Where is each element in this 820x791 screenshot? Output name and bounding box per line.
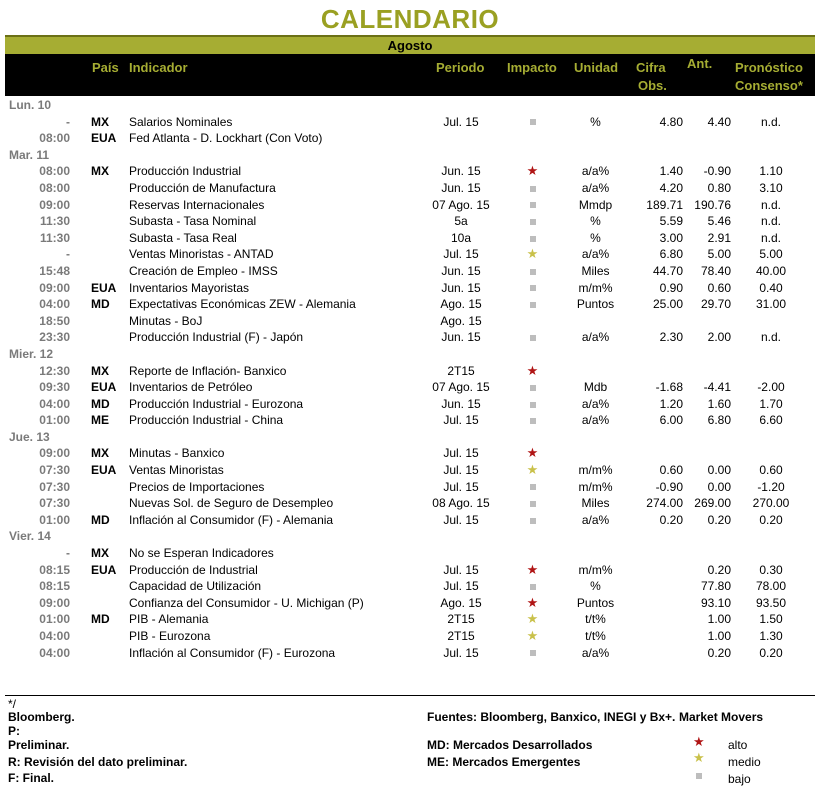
col-header-unidad: Unidad — [574, 60, 619, 75]
row-period: Jul. 15 — [443, 562, 479, 577]
row-time: 08:00 — [39, 180, 70, 195]
day-header — [5, 97, 815, 114]
row-indicator: Subasta - Tasa Real — [129, 230, 237, 245]
row-unit: Mdb — [583, 380, 608, 395]
row-forecast: 1.50 — [759, 612, 783, 627]
row-time: - — [66, 247, 70, 262]
day-label: Mier. 12 — [9, 346, 54, 361]
table-row — [5, 313, 815, 330]
impact-medium-star-icon: ★ — [526, 628, 539, 643]
row-unit: m/m% — [578, 463, 613, 478]
row-period: Jun. 15 — [441, 396, 481, 411]
table-row — [5, 396, 815, 413]
row-previous: 190.76 — [694, 197, 731, 212]
row-time: - — [66, 546, 70, 561]
row-forecast: 1.10 — [759, 164, 783, 179]
row-period: Jul. 15 — [443, 413, 479, 428]
row-unit: % — [590, 114, 601, 129]
col-header-obs: Obs. — [638, 78, 667, 93]
row-time: 09:30 — [39, 380, 70, 395]
footnote-r: R: Revisión del dato preliminar. — [8, 755, 188, 769]
row-forecast: 78.00 — [755, 579, 787, 594]
row-indicator: PIB - Eurozona — [129, 629, 211, 643]
row-indicator: Capacidad de Utilización — [129, 579, 262, 594]
row-period: 2T15 — [447, 363, 475, 378]
impact-low-square-icon — [505, 114, 560, 131]
legend-square-icon — [696, 773, 702, 779]
impact-high-star-icon: ★ — [526, 445, 539, 461]
row-observed: 189.71 — [646, 197, 683, 212]
row-time: 01:00 — [39, 612, 70, 627]
row-country: MD — [91, 612, 110, 627]
day-label: Lun. 10 — [9, 98, 52, 112]
impact-low-square-icon — [505, 329, 560, 346]
row-time: 11:30 — [39, 214, 70, 229]
row-time: 01:00 — [39, 413, 70, 428]
row-observed: 6.80 — [659, 247, 683, 262]
row-forecast: n.d. — [760, 197, 781, 212]
impact-medium-star-icon: ★ — [526, 462, 539, 478]
table-header — [5, 54, 815, 96]
table-row — [5, 246, 815, 263]
row-previous: 0.80 — [707, 180, 731, 195]
row-country: ME — [91, 413, 109, 428]
row-period: Jul. 15 — [443, 512, 479, 527]
row-unit: a/a% — [581, 247, 610, 262]
row-previous: 0.20 — [707, 645, 731, 660]
table-row — [5, 628, 815, 645]
row-indicator: Expectativas Económicas ZEW - Alemania — [129, 297, 356, 312]
calendar-table — [5, 97, 815, 661]
row-period: Jun. 15 — [441, 164, 481, 179]
row-forecast: 31.00 — [755, 297, 787, 312]
row-indicator: Inflación al Consumidor (F) - Alemania — [129, 512, 334, 527]
row-time: 08:15 — [39, 562, 70, 577]
row-indicator: Minutas - BoJ — [129, 313, 203, 328]
row-time: 04:00 — [39, 629, 70, 643]
footnote-bloomberg: Bloomberg. — [8, 710, 75, 724]
row-indicator: Inflación al Consumidor (F) - Eurozona — [129, 645, 336, 660]
impact-low-square-icon — [505, 296, 560, 313]
row-unit: % — [590, 214, 601, 229]
row-time: 07:30 — [39, 496, 70, 511]
row-time: 07:30 — [39, 463, 70, 478]
row-forecast: 6.60 — [759, 413, 783, 428]
legend-star-yellow-icon: ★ — [693, 750, 705, 765]
row-forecast: 0.40 — [759, 280, 783, 295]
table-row — [5, 280, 815, 297]
row-period: Jul. 15 — [443, 247, 479, 262]
impact-low-square-icon — [505, 578, 560, 595]
row-indicator: No se Esperan Indicadores — [129, 546, 274, 561]
row-period: Jun. 15 — [441, 180, 481, 195]
row-observed: 44.70 — [652, 263, 683, 278]
row-time: 12:30 — [39, 363, 70, 378]
row-observed: 2.30 — [659, 330, 683, 345]
row-previous: 0.20 — [707, 512, 731, 527]
row-observed: 5.59 — [659, 214, 683, 229]
row-forecast: 1.70 — [759, 396, 783, 411]
col-header-ant: Ant. — [687, 56, 713, 71]
row-previous: -4.41 — [703, 380, 731, 395]
row-period: Jun. 15 — [441, 280, 481, 295]
row-time: 15:48 — [39, 263, 70, 278]
row-country: MD — [91, 297, 110, 312]
row-period: Jul. 15 — [443, 479, 479, 494]
row-previous: 1.00 — [707, 629, 731, 643]
row-indicator: Producción Industrial (F) - Japón — [129, 330, 304, 345]
row-previous: 5.00 — [707, 247, 731, 262]
row-indicator: Subasta - Tasa Nominal — [129, 214, 257, 229]
row-previous: 269.00 — [694, 496, 731, 511]
row-indicator: Minutas - Banxico — [129, 446, 225, 461]
day-label: Jue. 13 — [9, 429, 50, 444]
table-row — [5, 130, 815, 147]
row-period: 07 Ago. 15 — [432, 380, 490, 395]
row-period: 08 Ago. 15 — [432, 496, 490, 511]
row-country: MX — [91, 363, 109, 378]
impact-low-square-icon — [505, 180, 560, 197]
row-observed: 0.20 — [659, 512, 683, 527]
legend-alto: alto — [728, 738, 748, 752]
table-row — [5, 611, 815, 628]
row-forecast: 93.50 — [755, 595, 787, 610]
row-country: MD — [91, 512, 110, 527]
table-row — [5, 213, 815, 230]
row-country: MX — [91, 446, 109, 461]
row-previous: 5.46 — [707, 214, 731, 229]
row-period: Jul. 15 — [443, 114, 479, 129]
row-forecast: -2.00 — [757, 380, 785, 395]
row-previous: 2.91 — [707, 230, 731, 245]
table-row — [5, 545, 815, 562]
row-period: Ago. 15 — [440, 595, 482, 610]
row-forecast: 0.60 — [759, 463, 783, 478]
impact-low-square-icon — [505, 412, 560, 429]
sources-text: Fuentes: Bloomberg, Banxico, INEGI y Bx+. — [427, 710, 676, 724]
row-indicator: Reservas Internacionales — [129, 197, 265, 212]
row-time: 23:30 — [39, 330, 70, 345]
table-row — [5, 379, 815, 396]
impact-low-square-icon — [505, 379, 560, 396]
row-observed: 4.20 — [659, 180, 683, 195]
row-period: Ago. 15 — [440, 297, 482, 312]
row-time: 01:00 — [39, 512, 70, 527]
row-unit: a/a% — [581, 164, 610, 179]
table-row — [5, 512, 815, 529]
table-row — [5, 296, 815, 313]
row-indicator: Producción Industrial - China — [129, 413, 284, 428]
col-header-consenso: Consenso* — [735, 78, 803, 93]
row-unit: m/m% — [578, 280, 613, 295]
row-period: Jul. 15 — [443, 446, 479, 461]
row-observed: 274.00 — [646, 496, 683, 511]
row-time: 09:00 — [39, 197, 70, 212]
day-header — [5, 346, 815, 363]
row-observed: 1.20 — [659, 396, 683, 411]
row-unit: m/m% — [578, 562, 613, 577]
footnote-preliminar: Preliminar. — [8, 738, 70, 752]
impact-high-star-icon: ★ — [526, 362, 539, 378]
row-time: 08:15 — [39, 579, 70, 594]
row-forecast: 270.00 — [752, 496, 790, 511]
impact-low-square-icon — [505, 213, 560, 230]
row-forecast: n.d. — [760, 330, 781, 345]
row-previous: 77.80 — [700, 579, 731, 594]
row-unit: a/a% — [581, 396, 610, 411]
table-row — [5, 595, 815, 612]
impact-low-square-icon — [505, 280, 560, 297]
row-indicator: Producción Industrial — [129, 164, 242, 179]
table-row — [5, 645, 815, 662]
row-unit: t/t% — [585, 629, 606, 643]
footer-divider — [5, 695, 815, 696]
impact-high-star-icon: ★ — [526, 561, 539, 577]
row-forecast: n.d. — [760, 230, 781, 245]
row-unit: m/m% — [578, 479, 613, 494]
md-legend: MD: Mercados Desarrollados — [427, 738, 593, 752]
row-previous: 0.20 — [707, 562, 731, 577]
row-period: 2T15 — [447, 629, 475, 643]
row-forecast: 0.20 — [759, 512, 783, 527]
row-time: 04:00 — [39, 645, 70, 660]
col-header-pais: País — [92, 60, 119, 75]
row-time: 11:30 — [39, 230, 70, 245]
row-period: 10a — [450, 230, 472, 245]
row-observed: 0.90 — [659, 280, 683, 295]
row-country: EUA — [91, 380, 117, 395]
row-unit: % — [590, 579, 601, 594]
table-row — [5, 197, 815, 214]
row-period: Jul. 15 — [443, 463, 479, 478]
table-row — [5, 562, 815, 579]
footnote-p: P: — [8, 724, 20, 738]
row-observed: 6.00 — [659, 413, 683, 428]
col-header-periodo: Periodo — [436, 60, 485, 75]
col-header-indicador: Indicador — [129, 60, 188, 75]
row-forecast: n.d. — [760, 114, 781, 129]
row-previous: 2.00 — [707, 330, 731, 345]
row-forecast: -1.20 — [757, 479, 785, 494]
page-title: CALENDARIO — [320, 4, 500, 34]
row-time: 04:00 — [39, 396, 70, 411]
row-period: Jun. 15 — [441, 330, 481, 345]
impact-high-star-icon: ★ — [526, 163, 539, 179]
row-previous: 78.40 — [700, 263, 731, 278]
row-period: 07 Ago. 15 — [432, 197, 490, 212]
row-period: 5a — [454, 214, 468, 229]
row-unit: t/t% — [585, 612, 606, 627]
impact-medium-star-icon: ★ — [526, 611, 539, 627]
table-row — [5, 114, 815, 131]
impact-low-square-icon — [505, 197, 560, 214]
day-label: Vier. 14 — [9, 529, 51, 544]
row-time: 04:00 — [39, 297, 70, 312]
me-legend: ME: Mercados Emergentes — [427, 755, 581, 769]
row-unit: Miles — [581, 263, 610, 278]
row-time: - — [66, 114, 70, 129]
row-previous: 0.00 — [707, 463, 731, 478]
row-observed: 1.40 — [659, 164, 683, 179]
row-indicator: Confianza del Consumidor - U. Michigan (P) — [129, 595, 364, 610]
row-indicator: Producción Industrial - Eurozona — [129, 396, 304, 411]
row-country: EUA — [91, 562, 117, 577]
row-unit: Puntos — [576, 297, 615, 312]
table-row — [5, 462, 815, 479]
footnote-mark: */ — [8, 697, 17, 711]
row-time: 08:00 — [39, 131, 70, 146]
day-header — [5, 528, 815, 545]
row-forecast: 1.30 — [759, 629, 783, 643]
impact-low-square-icon — [505, 512, 560, 529]
row-unit: a/a% — [581, 180, 610, 195]
row-period: Ago. 15 — [440, 313, 482, 328]
row-time: 08:00 — [39, 164, 70, 179]
row-country: MX — [91, 164, 109, 179]
row-unit: Miles — [581, 496, 610, 511]
row-unit: a/a% — [581, 512, 610, 527]
row-time: 09:00 — [39, 595, 70, 610]
row-forecast: 40.00 — [755, 263, 787, 278]
row-unit: a/a% — [581, 413, 610, 428]
col-header-impacto: Impacto — [507, 60, 557, 75]
row-time: 09:00 — [39, 280, 70, 295]
row-forecast: 5.00 — [759, 247, 783, 262]
table-row — [5, 329, 815, 346]
row-forecast: 0.20 — [759, 645, 783, 660]
row-previous: 93.10 — [700, 595, 731, 610]
day-header — [5, 429, 815, 446]
day-label: Mar. 11 — [9, 147, 50, 162]
table-row — [5, 578, 815, 595]
row-country: EUA — [91, 131, 117, 146]
table-row — [5, 495, 815, 512]
row-period: Jul. 15 — [443, 579, 479, 594]
row-observed: 0.60 — [659, 463, 683, 478]
impact-low-square-icon — [505, 230, 560, 247]
impact-low-square-icon — [505, 479, 560, 496]
row-country: MD — [91, 396, 110, 411]
row-indicator: Producción de Industrial — [129, 562, 258, 577]
row-country: EUA — [91, 463, 117, 478]
table-row — [5, 263, 815, 280]
row-indicator: Reporte de Inflación- Banxico — [129, 363, 287, 378]
market-movers-label: Market Movers — [679, 710, 764, 724]
row-indicator: Precios de Importaciones — [129, 479, 265, 494]
row-indicator: Inventarios de Petróleo — [129, 380, 253, 395]
footnote-f: F: Final. — [8, 771, 54, 785]
impact-low-square-icon — [505, 645, 560, 662]
row-previous: 1.00 — [707, 612, 731, 627]
row-country: EUA — [91, 280, 117, 295]
row-forecast: 3.10 — [759, 180, 783, 195]
row-indicator: Ventas Minoristas — [129, 463, 224, 478]
row-observed: 4.80 — [659, 114, 683, 129]
table-row — [5, 180, 815, 197]
row-previous: 29.70 — [700, 297, 731, 312]
row-previous: 1.60 — [707, 396, 731, 411]
row-period: 2T15 — [447, 612, 475, 627]
row-indicator: Salarios Nominales — [129, 114, 233, 129]
table-row — [5, 230, 815, 247]
day-header — [5, 147, 815, 164]
row-indicator: Ventas Minoristas - ANTAD — [129, 247, 274, 262]
row-observed: 25.00 — [652, 297, 683, 312]
legend-medio: medio — [728, 755, 761, 769]
row-time: 18:50 — [39, 313, 70, 328]
row-indicator: Producción de Manufactura — [129, 180, 276, 195]
row-previous: 0.60 — [707, 280, 731, 295]
impact-low-square-icon — [505, 495, 560, 512]
row-indicator: Creación de Empleo - IMSS — [129, 263, 278, 278]
impact-low-square-icon — [505, 396, 560, 413]
row-forecast: 0.30 — [759, 562, 783, 577]
month-band: Agosto — [5, 35, 815, 54]
row-unit: % — [590, 230, 601, 245]
row-country: MX — [91, 546, 109, 561]
row-forecast: n.d. — [760, 214, 781, 229]
row-time: 07:30 — [39, 479, 70, 494]
row-indicator: PIB - Alemania — [129, 612, 209, 627]
table-row — [5, 412, 815, 429]
row-indicator: Fed Atlanta - D. Lockhart (Con Voto) — [129, 131, 323, 146]
impact-high-star-icon: ★ — [526, 594, 539, 610]
row-unit: Mmdp — [578, 197, 613, 212]
impact-low-square-icon — [505, 263, 560, 280]
row-indicator: Inventarios Mayoristas — [129, 280, 250, 295]
col-header-pronostico: Pronóstico — [735, 60, 803, 75]
row-observed: -1.68 — [655, 380, 683, 395]
row-unit: a/a% — [581, 330, 610, 345]
row-observed: -0.90 — [655, 479, 683, 494]
legend-star-red-icon: ★ — [693, 734, 705, 749]
row-previous: 0.00 — [707, 479, 731, 494]
row-previous: 6.80 — [707, 413, 731, 428]
row-previous: -0.90 — [703, 164, 731, 179]
row-period: Jul. 15 — [443, 645, 479, 660]
row-time: 09:00 — [39, 446, 70, 461]
row-indicator: Nuevas Sol. de Seguro de Desempleo — [129, 496, 334, 511]
row-observed: 3.00 — [659, 230, 683, 245]
col-header-cifra: Cifra — [636, 60, 666, 75]
row-unit: a/a% — [581, 645, 610, 660]
row-previous: 4.40 — [707, 114, 731, 129]
row-country: MX — [91, 114, 109, 129]
row-unit: Puntos — [576, 595, 615, 610]
table-row — [5, 479, 815, 496]
table-row — [5, 163, 815, 180]
table-row — [5, 363, 815, 380]
impact-medium-star-icon: ★ — [526, 246, 539, 262]
table-row — [5, 445, 815, 462]
legend-bajo: bajo — [728, 772, 751, 786]
row-period: Jun. 15 — [441, 263, 481, 278]
